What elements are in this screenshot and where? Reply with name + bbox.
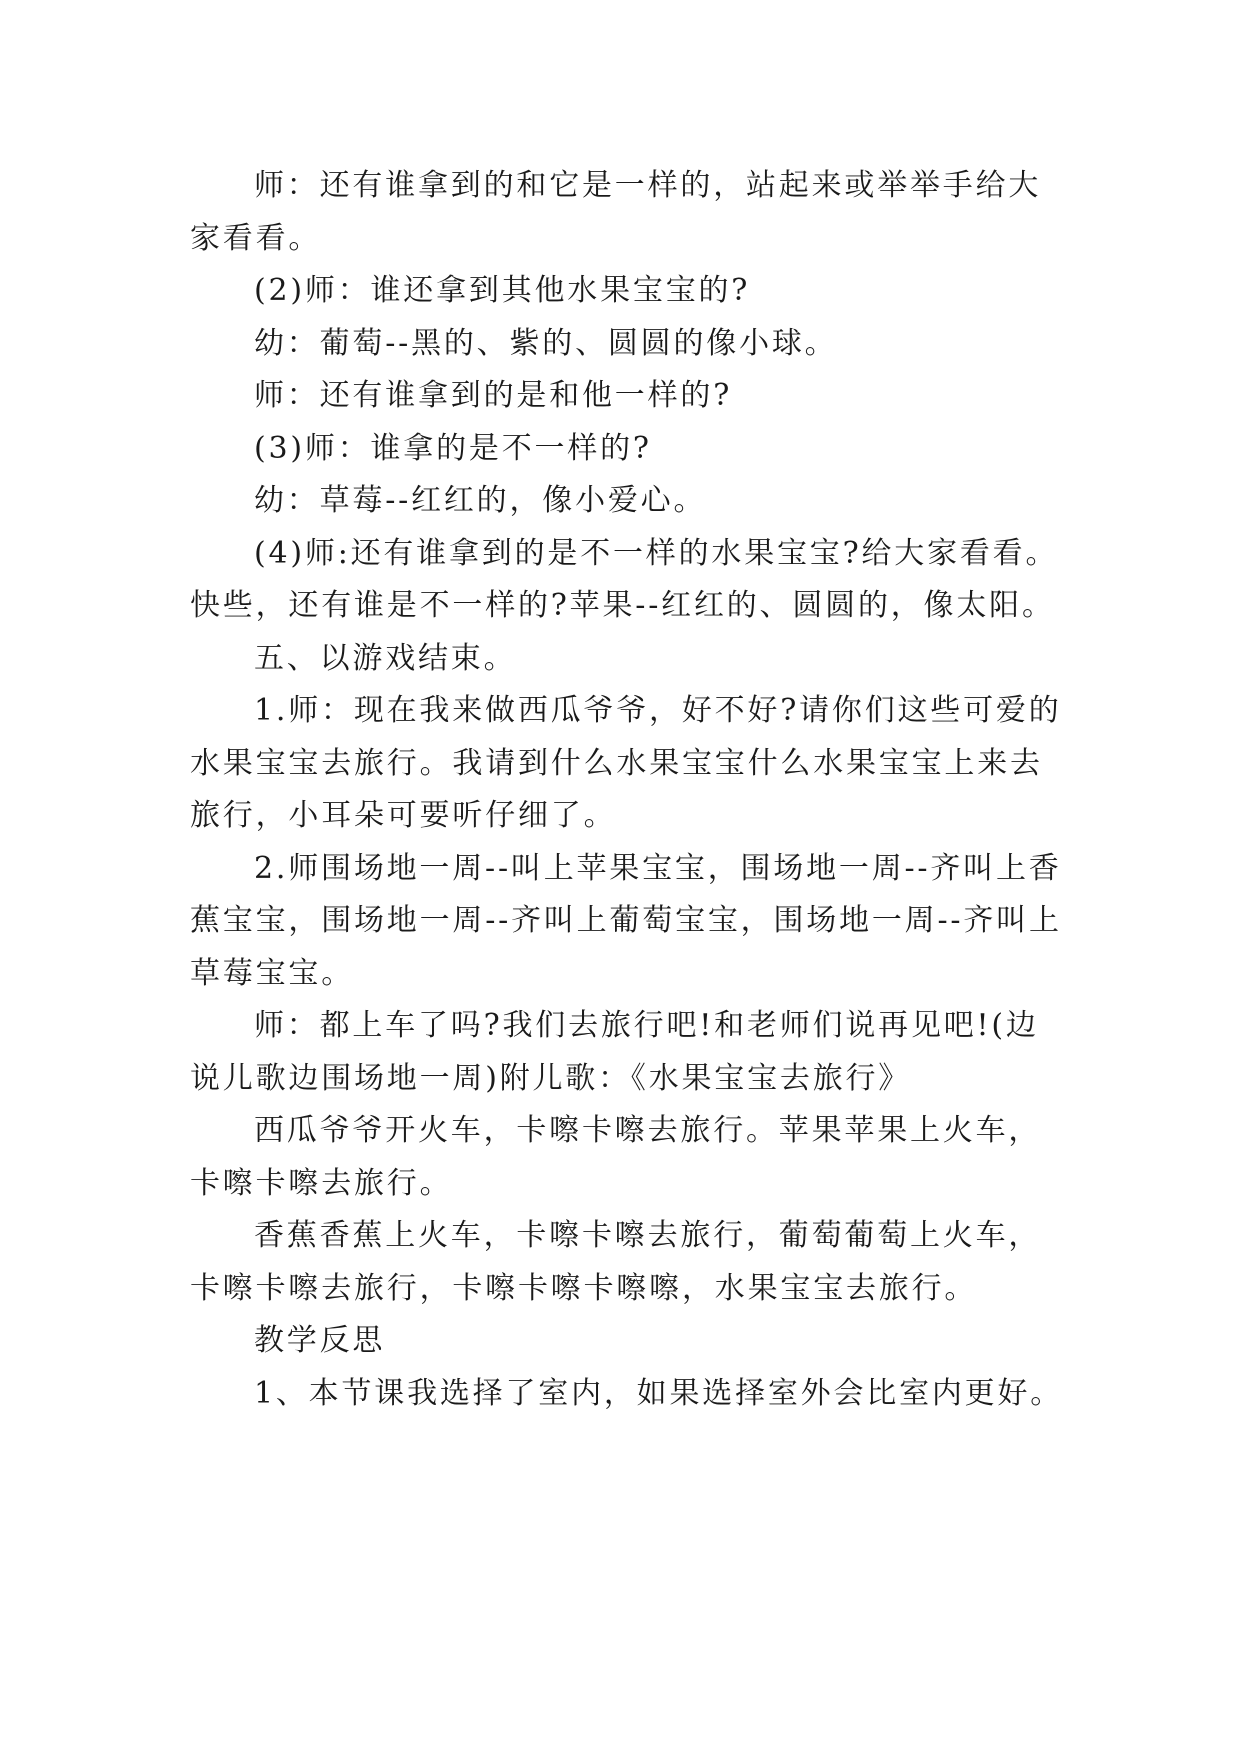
paragraph: (2)师：谁还拿到其他水果宝宝的? xyxy=(254,273,751,308)
song-verse: 香蕉香蕉上火车，卡嚓卡嚓去旅行，葡萄葡萄上火车，卡嚓卡嚓去旅行，卡嚓卡嚓卡嚓嚓，水果宝宝去旅行。 xyxy=(190,1218,1042,1306)
paragraph: 师：还有谁拿到的和它是一样的，站起来或举举手给大家看看。 xyxy=(190,168,1042,256)
document-body xyxy=(190,160,1070,1420)
paragraph: (3)师：谁拿的是不一样的? xyxy=(254,430,652,466)
paragraph: 师：还有谁拿到的是和他一样的? xyxy=(254,378,733,413)
paragraph: 幼：葡萄--黑的、紫的、圆圆的像小球。 xyxy=(254,325,838,361)
paragraph: 1.师：现在我来做西瓜爷爷，好不好?请你们这些可爱的水果宝宝去旅行。我请到什么水果宝宝什么水果宝宝上来去旅行，小耳朵可要听仔细了。 xyxy=(190,693,1062,833)
section-heading: 五、以游戏结束。 xyxy=(254,640,517,676)
paragraph: 幼：草莓--红红的，像小爱心。 xyxy=(254,483,707,518)
paragraph: 1、本节课我选择了室内，如果选择室外会比室内更好。 xyxy=(254,1375,1064,1411)
paragraph: 2.师围场地一周--叫上苹果宝宝，围场地一周--齐叫上香蕉宝宝，围场地一周--齐叫上葡萄宝宝，围场地一周--齐叫上草莓宝宝。 xyxy=(190,850,1062,991)
paragraph: 师：都上车了吗?我们去旅行吧!和老师们说再见吧!(边说儿歌边围场地一周)附儿歌：《水果宝宝去旅行》 xyxy=(190,1008,1039,1096)
paragraph: (4)师:还有谁拿到的是不一样的水果宝宝?给大家看看。快些，还有谁是不一样的?苹果--红红的、圆圆的，像太阳。 xyxy=(190,535,1059,623)
song-verse: 西瓜爷爷开火车，卡嚓卡嚓去旅行。苹果苹果上火车，卡嚓卡嚓去旅行。 xyxy=(190,1113,1042,1201)
section-heading: 教学反思 xyxy=(254,1323,386,1358)
